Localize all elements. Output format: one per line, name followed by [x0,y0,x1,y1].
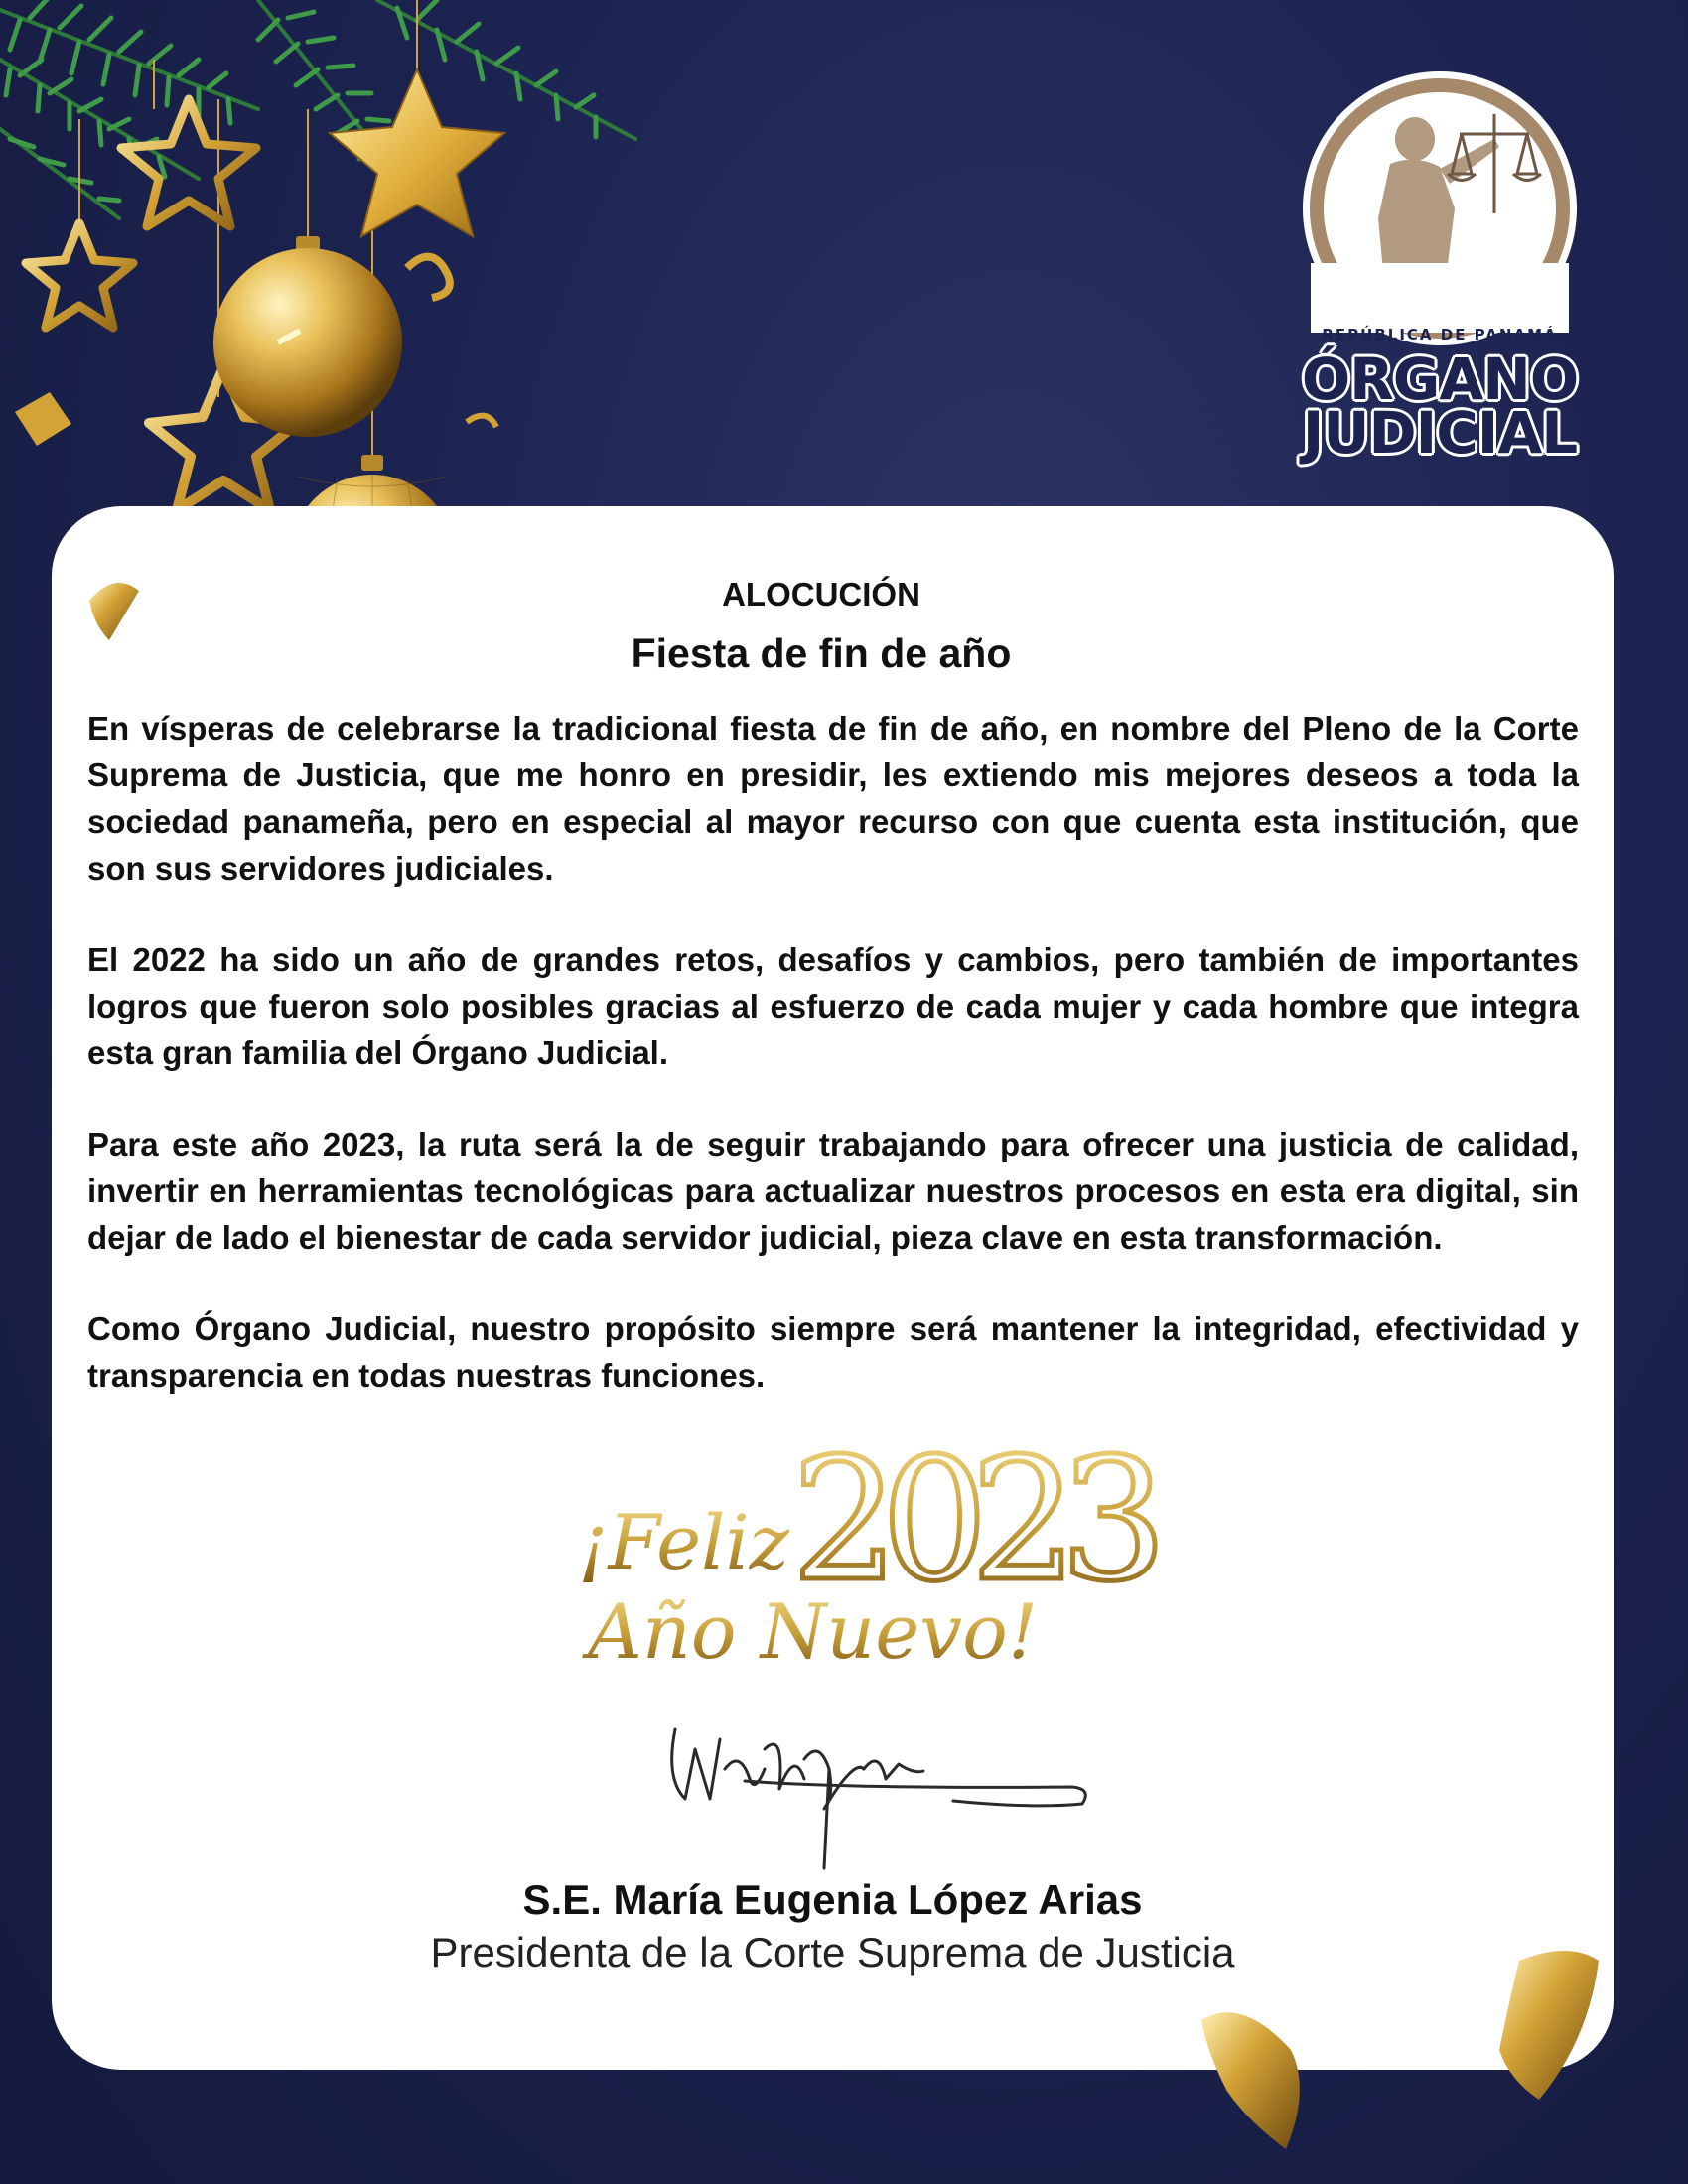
logo-republica-text: REPÚBLICA DE PANAMÁ [1322,326,1558,343]
logo-organo-text: ÓRGANO [1301,345,1579,413]
paragraph: En vísperas de celebrarse la tradicional fiesta de fin de año, en nombre del Pleno de la Corte Suprema de Justicia, que me honro en presidir, les extiendo mis mejores deseos a toda la sociedad panameña, pero en especial al mayor recurso con que cuenta esta institución, que son sus servidores judiciales. [87,710,1579,887]
handwritten-signature [655,1709,1112,1878]
logo-judicial-text: JUDICIAL [1302,399,1578,467]
document-kicker: ALOCUCIÓN [722,576,920,613]
message-body [87,705,1579,1443]
greeting-year-text: 2023 [791,1423,1150,1619]
paragraph: Para este año 2023, la ruta será la de seguir trabajando para ofrecer una justicia de calidad, invertir en herramientas tecnológicas para actualizar nuestros procesos en esta era digital, sin dejar de lado el bienestar de cada servidor judicial, pieza clave en esta transformación. [87,1126,1579,1256]
justice-seal-icon [1291,60,1589,357]
signatory-name: S.E. María Eugenia López Arias [522,1876,1143,1923]
signatory-title: Presidenta de la Corte Suprema de Justicia [430,1929,1235,1976]
greeting-feliz-text: ¡Feliz [578,1498,789,1586]
message-card [52,506,1614,2070]
paragraph: Como Órgano Judicial, nuestro propósito siempre será mantener la integridad, efectividad y transparencia en todas nuestras funciones. [87,1310,1579,1394]
organo-judicial-logo [1291,60,1589,467]
feliz-2023-greeting [568,1420,1184,1688]
paragraph: El 2022 ha sido un año de grandes retos, desafíos y cambios, pero también de importantes logros que fueron solo posibles gracias al esfuerzo de cada mujer y cada hombre que integra esta gran familia del Órgano Judicial. [87,941,1579,1071]
greeting-ano-nuevo-text: Año Nuevo! [588,1587,1039,1676]
document-title: Fiesta de fin de año [631,630,1012,676]
